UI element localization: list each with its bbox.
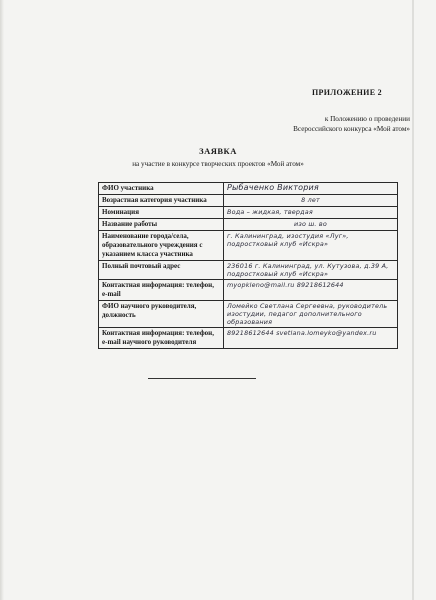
form-row [99, 219, 398, 231]
document-subtitle: на участие в конкурсе творческих проектов «Мой атом» [132, 160, 304, 168]
application-form-table [98, 182, 398, 349]
handwritten-value [224, 183, 398, 195]
signature-line [148, 378, 256, 379]
form-row [99, 231, 398, 261]
field-label: Полный почтовый адрес [99, 261, 224, 280]
institution-value: г. Калининград, изостудия «Луг», подростковый клуб «Искра» [224, 231, 398, 261]
nomination-value: Вода – жидкая, твердая [224, 207, 398, 219]
contact-value: myopkleno@mail.ru 89218612644 [224, 280, 398, 301]
form-row [99, 183, 398, 195]
field-label: ФИО научного руководителя, должность [99, 301, 224, 328]
field-label: ФИО участника [99, 183, 224, 195]
work-title-value: изо ш. во [224, 219, 398, 231]
form-row [99, 301, 398, 328]
regulation-reference [250, 114, 410, 134]
form-row [99, 261, 398, 280]
field-label: Возрастная категория участника [99, 195, 224, 207]
reference-line-1: к Положению о проведении [324, 115, 410, 123]
reference-line-2: Всероссийского конкурса «Мой атом» [293, 125, 410, 133]
supervisor-contact-value: 89218612644 svetlana.lomeyko@yandex.ru [224, 328, 398, 349]
field-label: Контактная информация: телефон, e-mail научного руководителя [99, 328, 224, 349]
appendix-label: ПРИЛОЖЕНИЕ 2 [312, 88, 382, 97]
form-row [99, 280, 398, 301]
field-label: Контактная информация: телефон, e-mail [99, 280, 224, 301]
address-value: 236016 г. Калининград, ул. Кутузова, д.39 А, подростковый клуб «Искра» [224, 261, 398, 280]
form-row [99, 195, 398, 207]
form-row [99, 207, 398, 219]
age-value: 8 лет [224, 195, 398, 207]
field-label: Название работы [99, 219, 224, 231]
field-label: Номинация [99, 207, 224, 219]
form-row [99, 328, 398, 349]
supervisor-value: Ломейко Светлана Сергеевна, руководитель изостудии, педагог дополнительного образования [224, 301, 398, 328]
scan-fold-line [412, 0, 414, 600]
document-title: ЗАЯВКА [199, 146, 237, 156]
scan-edge-shadow [0, 0, 4, 600]
participant-name: Рыбаченко Виктория [227, 183, 319, 192]
field-label: Наименование города/села, образовательного учреждения с указанием класса участника [99, 231, 224, 261]
